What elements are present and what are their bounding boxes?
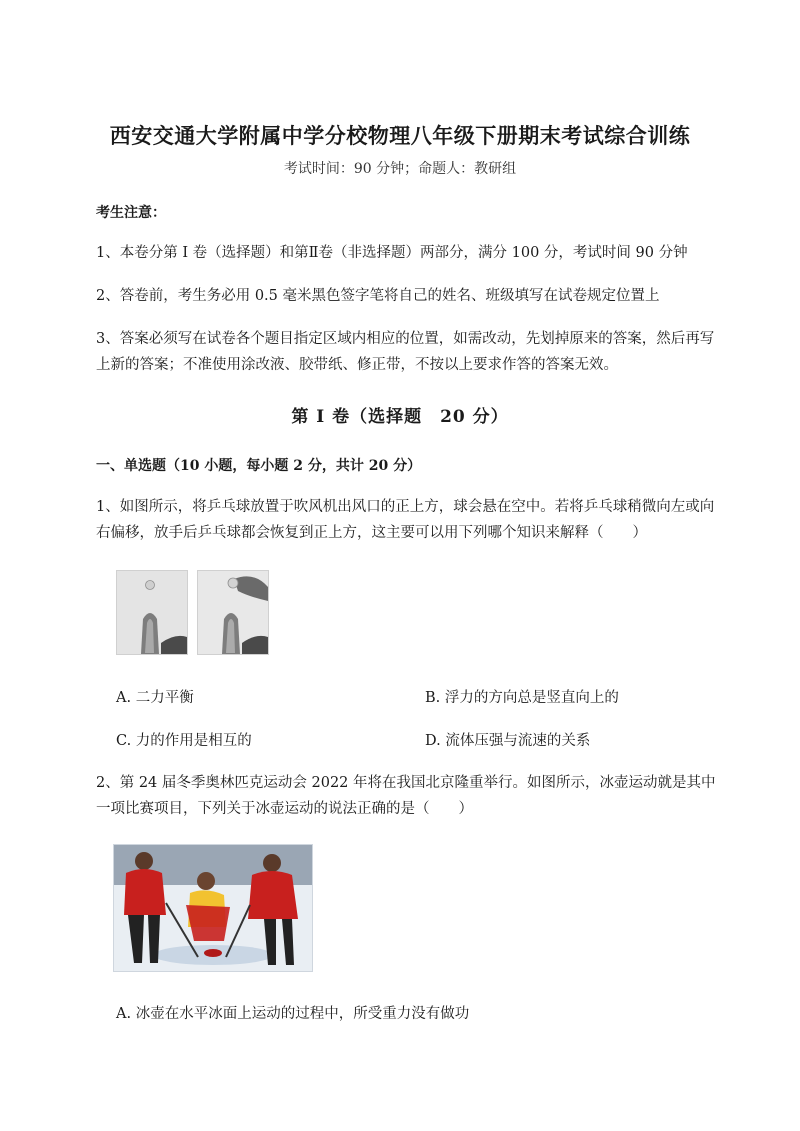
question-1-option-c: C. 力的作用是相互的 bbox=[116, 733, 252, 749]
question-1-stem: 1、如图所示，将乒乓球放置于吹风机出风口的正上方，球会悬在空中。若将乒乓球稍微向左或向右偏移，放手后乒乓球都会恢复到正上方，这主要可以用下列哪个知识来解释（ ） bbox=[96, 499, 715, 541]
question-1-option-b: B. 浮力的方向总是竖直向上的 bbox=[425, 690, 619, 706]
section-title: 第 I 卷（选择题 20 分） bbox=[291, 407, 509, 427]
hair-dryer-photo-left bbox=[116, 570, 188, 655]
question-1-option-d: D. 流体压强与流速的关系 bbox=[425, 733, 591, 749]
notice-heading: 考生注意： bbox=[96, 205, 166, 221]
question-2-option-a: A. 冰壶在水平冰面上运动的过程中，所受重力没有做功 bbox=[116, 1006, 470, 1022]
notice-item-3: 3、答案必须写在试卷各个题目指定区域内相应的位置，如需改动，先划掉原来的答案，然后再写上新的答案；不准使用涂改液、胶带纸、修正带，不按以上要求作答的答案无效。 bbox=[96, 331, 715, 373]
question-1-option-a: A. 二力平衡 bbox=[116, 690, 194, 706]
page-title: 西安交通大学附属中学分校物理八年级下册期末考试综合训练 bbox=[109, 123, 691, 148]
exam-info: 考试时间：90 分钟；命题人：教研组 bbox=[283, 161, 517, 177]
question-2-stem: 2、第 24 届冬季奥林匹克运动会 2022 年将在我国北京隆重举行。如图所示，冰壶运动就是其中一项比赛项目，下列关于冰壶运动的说法正确的是（ ） bbox=[96, 775, 716, 817]
curling-photo bbox=[113, 844, 313, 972]
notice-item-1: 1、本卷分第 I 卷（选择题）和第Ⅱ卷（非选择题）两部分，满分 100 分，考试时间 90 分钟 bbox=[96, 245, 688, 261]
notice-item-2: 2、答卷前，考生务必用 0.5 毫米黑色签字笔将自己的姓名、班级填写在试卷规定位置上 bbox=[96, 288, 660, 304]
hair-dryer-photo-right bbox=[197, 570, 269, 655]
question-group-heading: 一、单选题（10 小题，每小题 2 分，共计 20 分） bbox=[96, 458, 422, 474]
